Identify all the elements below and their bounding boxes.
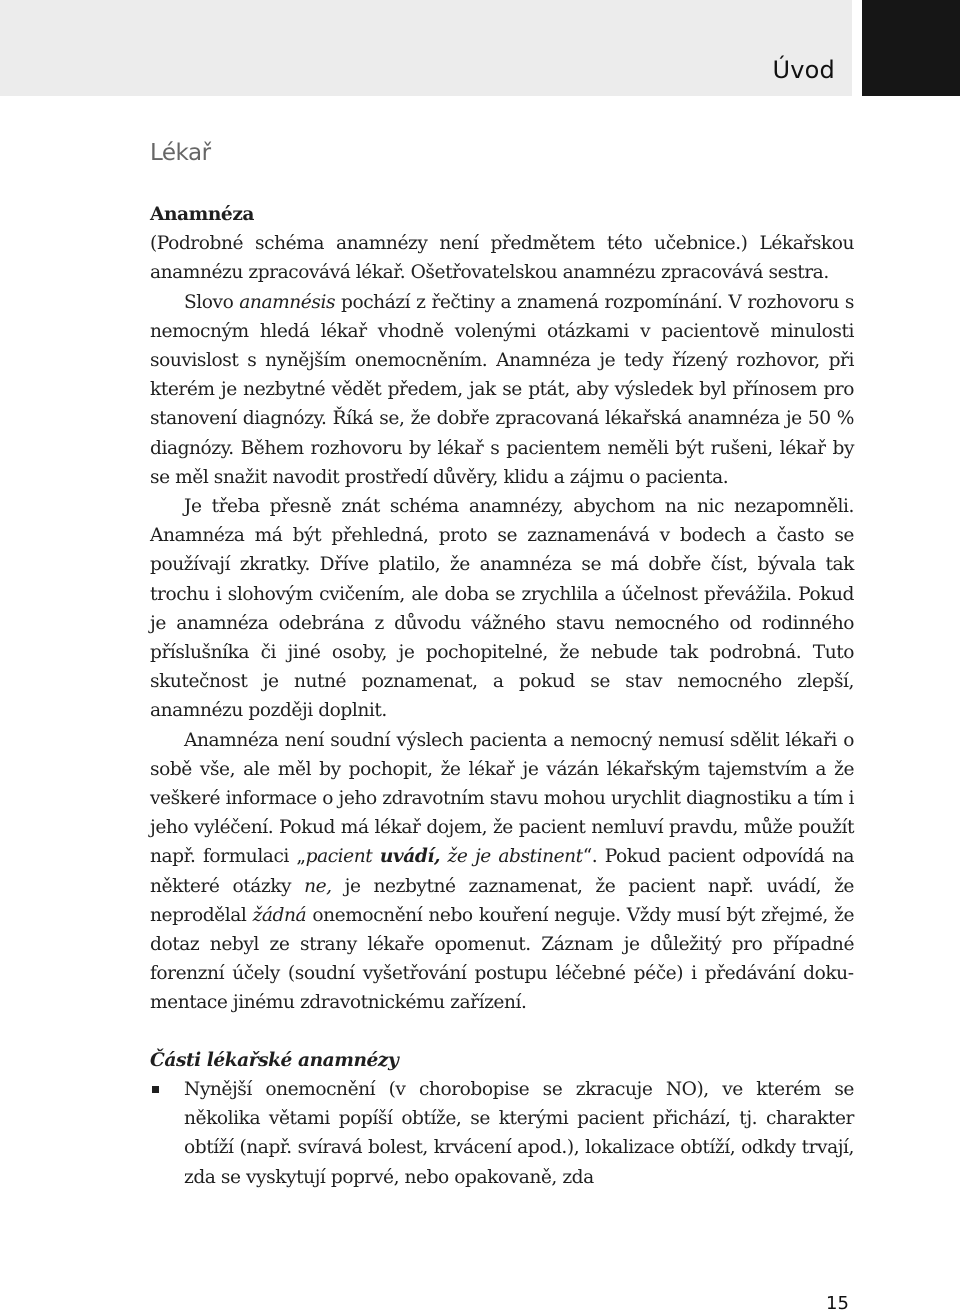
chapter-tab-marker: [862, 0, 960, 96]
paragraph-3: Je třeba přesně znát schéma anamnézy, abychom na nic nezapomněli. Anamnéza má být přehledná, proto se zaznamenává v bodech a často se používají zkratky. Dříve platilo, že anamnéza se má dobře číst, bývala tak trochu i slohovým cvičením, ale doba se zrychlila a účelnost převážila. Pokud je anamnéza odebrána z důvodu vážného stavu nemocného od rodinného příslušníka či jiné osoby, je pochopitelné, že nebude tak podrobná. Tuto skutečnost je nutné poznamenat, a pokud se stav nemocného zlepší, anamnézu později doplnit.: [150, 496, 854, 722]
square-bullet-icon: [152, 1086, 159, 1093]
paragraph-4-quote-a: pacient: [305, 846, 380, 868]
paragraph-4-quote-b: že je abstinent: [440, 846, 583, 868]
paragraph-4-word-zadna: žádná: [252, 904, 307, 926]
paragraph-4-text-g: je nezbytné zaznamenat, že pacient např. uvádí, že neprodělal: [150, 875, 854, 926]
subheading-casti-anamnezy: Části lékařské anamnézy: [150, 1049, 399, 1071]
body-text: [150, 200, 854, 1192]
list-item: [150, 1075, 854, 1192]
paragraph-2-text-a: Slovo: [184, 291, 240, 313]
running-header-title: Úvod: [772, 56, 835, 84]
running-header-band: [0, 0, 852, 96]
paragraph-4-quote-emph: uvádí,: [379, 846, 441, 868]
page-number: 15: [826, 1293, 849, 1314]
heading-anamneza: Anamnéza: [150, 204, 255, 225]
paragraph-2-term: anamnésis: [239, 291, 336, 313]
list-item-text: Nynější onemocnění (v chorobopise se zkracuje NO), ve kterém se několika větami popíší obtíže, se kterými pacient přichází, tj. charakter obtíží (např. svíravá bolest, krvácení apod.), lokalizace obtíží, odkdy trvají, zda se vyskytují poprvé, nebo opakovaně, zda: [184, 1078, 854, 1188]
paragraph-1: (Podrobné schéma anamnézy není předmětem této učebnice.) Lékařskou anamnézu zpracovává lékař. Ošetřovatelskou anamnézu zpracovává sestra.: [150, 233, 854, 284]
paragraph-4-text-e: “. Pokud pacient odpovídá na některé otázky: [150, 846, 854, 897]
paragraph-4: [150, 726, 854, 1018]
paragraph-4-word-ne: ne,: [304, 875, 332, 897]
paragraph-2-text-c: pochází z řečtiny a znamená rozpomínání. V rozhovoru s nemocným hledá lékař vhodně volenými otázkami v pacientově minulosti souvislost s nynějším onemocněním. Anamnéza je tedy řízený rozhovor, při kterém je nezbytné vědět předem, jak se ptát, aby výsledek byl přínosem pro stanovení diagnózy. Říká se, že dobře zpracovaná lékařská anamnéza je 50 % diagnózy. Během rozhovoru by lékař s pacientem neměli být rušeni, lékař by se měl snažit navodit prostředí důvěry, klidu a zájmu o pacienta.: [150, 291, 854, 488]
section-title: Lékař: [150, 140, 211, 166]
paragraph-4-text-a: Anamnéza není soudní výslech pacienta a nemocný nemusí sdělit lékaři o sobě vše, ale měl by pochopit, že lékař je vázán lékařským tajemstvím a že veškeré informace o jeho zdravotním stavu mohou urychlit diagnostiku a tím i jeho vyléčení. Pokud má lékař dojem, že pacient nemluví pravdu, může použít např. formulaci „: [150, 729, 854, 868]
bullet-list: [150, 1075, 854, 1192]
paragraph-4-text-i: onemocnění nebo kouření neguje. Vždy musí být zřejmé, že dotaz nebyl ze strany lékaře opomenut. Záznam je důležitý pro případné forenzní účely (soudní vyšetřování postupu léčebné péče) i předávání dokumentace jinému zdravotnickému zařízení.: [150, 904, 855, 1014]
paragraph-2: [150, 288, 854, 492]
